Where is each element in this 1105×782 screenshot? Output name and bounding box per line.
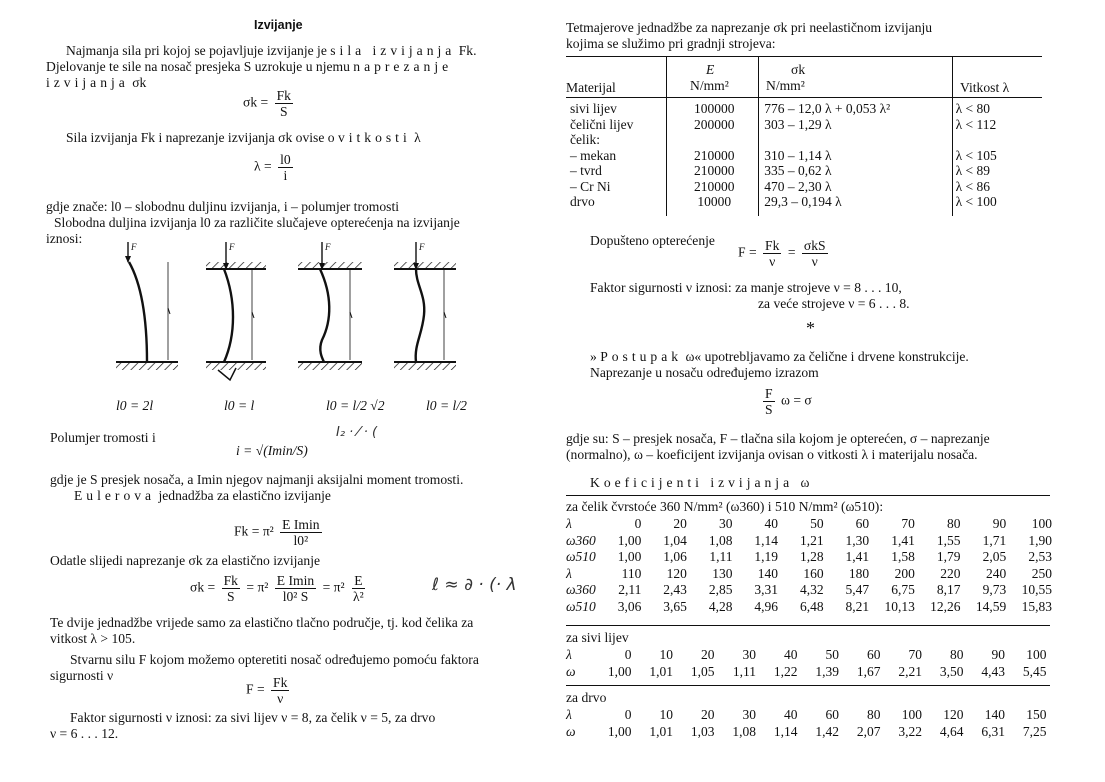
svg-text:F: F xyxy=(131,242,137,252)
svg-text:F: F xyxy=(229,242,235,252)
table-cell: 7,25 xyxy=(1022,723,1047,739)
table-cell: 12,26 xyxy=(930,598,961,614)
table-cell: 30 xyxy=(742,707,756,722)
table-cell: čelični lijev xyxy=(570,116,634,132)
table-cell: 1,05 xyxy=(690,663,715,679)
paragraph-line: Najmanja sila pri kojoj se pojavljuje izvijanje je sila izvijanja Fk. xyxy=(66,43,477,58)
table-cell: 1,41 xyxy=(891,532,915,548)
table-cell: 10,55 xyxy=(1021,582,1052,597)
handwritten-note: I₂ · ⁄ · ( xyxy=(336,425,378,440)
table-header-material: Materijal xyxy=(566,80,616,95)
table-cell: 4,96 xyxy=(754,598,779,614)
table-cell: 8,17 xyxy=(936,582,961,597)
table-row xyxy=(566,101,1042,117)
paragraph-line: Te dvije jednadžbe vrijede samo za elastično tlačno područje, tj. kod čelika za xyxy=(50,615,474,630)
table-cell: 1,28 xyxy=(799,549,824,564)
table-cell: 200 xyxy=(894,565,915,581)
paragraph-line: Sila izvijanja Fk i naprezanje izvijanja σk ovise o vitkosti λ xyxy=(66,130,421,145)
table-cell: 20 xyxy=(701,647,715,662)
table-cell: 6,75 xyxy=(891,582,915,597)
table-cell: 40 xyxy=(784,647,798,662)
table-cell: 1,08 xyxy=(732,723,756,739)
table-cell: 210000 xyxy=(693,163,735,178)
table-cell: 120 xyxy=(666,565,687,581)
table-cell: 1,14 xyxy=(773,723,798,739)
table-cell: 2,21 xyxy=(898,663,922,679)
table-cell: 210000 xyxy=(693,178,735,194)
table-cell: 1,42 xyxy=(815,723,839,739)
table-cell: drvo xyxy=(570,194,595,209)
paragraph-line: za veće strojeve ν = 6 . . . 8. xyxy=(758,296,910,311)
case-cantilever xyxy=(116,242,178,370)
table-cell: 3,22 xyxy=(898,723,922,739)
table-cell: – Cr Ni xyxy=(570,178,611,194)
table-cell: 1,79 xyxy=(936,549,961,564)
table-row xyxy=(566,163,1042,179)
table-cell: λ < 86 xyxy=(955,178,991,194)
table-cell: 1,55 xyxy=(936,532,961,548)
table-cell: 0 xyxy=(624,647,632,662)
paragraph-line: Eulerova jednadžba za elastično izvijanje xyxy=(74,488,331,503)
table-cell: 3,50 xyxy=(939,663,964,679)
table-cell: 120 xyxy=(943,707,964,722)
case-label-4: l0 = l/2 xyxy=(426,398,467,413)
wood-table-title: za drvo xyxy=(566,690,607,705)
paragraph-line: Polumjer tromosti i xyxy=(50,430,156,445)
table-header-e: E xyxy=(706,62,715,77)
table-cell: 1,06 xyxy=(663,549,687,564)
table-cell: 220 xyxy=(940,565,961,581)
material-table xyxy=(566,101,1042,210)
paragraph-line: Faktor sigurnosti ν iznosi: za sivi lijev ν = 8, za čelik ν = 5, za drvo xyxy=(70,710,436,725)
equation-omega: $\frac{F}{S}$ ω = σ xyxy=(765,386,812,417)
row-label: λ xyxy=(566,707,572,722)
row-label: ω510 xyxy=(566,598,596,614)
table-cell: 2,11 xyxy=(618,582,642,597)
table-cell: λ < 80 xyxy=(955,101,991,116)
table-cell: – tvrd xyxy=(570,163,602,178)
table-row xyxy=(566,117,1042,133)
paragraph-line: Odatle slijedi naprezanje σk za elastično izvijanje xyxy=(50,553,321,568)
table-cell: 1,03 xyxy=(690,723,715,739)
table-cell: 1,11 xyxy=(732,663,756,679)
paragraph-line: Faktor sigurnosti ν iznosi: za manje strojeve ν = 8 . . . 10, xyxy=(590,280,902,295)
equation-allowed-load: F = $\frac{Fk}{\nu}$ = $\frac{\text{σkS}}{\nu}$ xyxy=(738,238,826,269)
table-cell: 100 xyxy=(901,707,922,722)
case-fixed-pinned xyxy=(298,242,362,370)
table-row xyxy=(566,707,1047,724)
table-cell: 1,58 xyxy=(891,549,915,564)
equation-euler-stress: σk = $\frac{Fk}{S}$ = π² $\frac{\text{E Imin}}{\text{l0² S}}$ = π² $\frac{E}{\text{λ²}}$ xyxy=(190,573,364,604)
table-cell: 60 xyxy=(867,647,881,662)
table-cell: 1,08 xyxy=(708,532,733,548)
paragraph-line: Dopušteno opterećenje xyxy=(590,233,715,248)
table-cell: 5,45 xyxy=(1022,663,1047,679)
paragraph-line: Naprezanje u nosaču određujemo izrazom xyxy=(590,365,819,380)
table-cell: 210000 xyxy=(693,147,735,163)
table-cell: 130 xyxy=(712,565,733,581)
table-cell: 80 xyxy=(950,647,964,662)
row-label: ω xyxy=(566,663,576,679)
table-cell: 3,31 xyxy=(754,582,779,597)
table-cell: 1,11 xyxy=(709,549,733,564)
paragraph-line: gdje je S presjek nosača, a Imin njegov najmanji aksijalni moment tromosti. xyxy=(50,472,464,487)
paragraph-line: Stvarnu silu F kojom možemo opteretiti nosač određujemo pomoću faktora xyxy=(70,652,479,667)
table-row xyxy=(566,647,1047,664)
table-cell: 776 – 12,0 λ + 0,053 λ² xyxy=(764,101,891,116)
table-cell: 2,07 xyxy=(856,723,881,739)
table-cell: 6,48 xyxy=(799,598,824,614)
table-cell: 10,13 xyxy=(884,598,915,614)
section-title: Izvijanje xyxy=(254,18,303,32)
table-cell: 4,43 xyxy=(981,663,1005,679)
table-cell: 150 xyxy=(1026,707,1047,722)
table-cell: 1,00 xyxy=(617,532,642,548)
table-cell: 70 xyxy=(908,647,922,662)
table-row xyxy=(566,179,1042,195)
equation-stress: σk = $\frac{Fk}{S}$ xyxy=(243,88,291,119)
buckling-cases-diagram xyxy=(116,240,496,390)
table-cell: 140 xyxy=(984,707,1005,722)
case-fixed-fixed xyxy=(394,242,456,370)
table-cell: 1,04 xyxy=(663,532,687,548)
table-cell: 29,3 – 0,194 λ xyxy=(764,194,842,209)
paragraph-line: ν = 6 . . . 12. xyxy=(50,726,119,741)
paragraph-line: » Postupak ω« upotrebljavamo za čelične i drvene konstrukcije. xyxy=(590,349,969,364)
coefficients-title: Koeficijenti izvijanja ω xyxy=(590,475,814,490)
svg-text:F: F xyxy=(419,242,425,252)
table-cell: 80 xyxy=(867,707,881,722)
table-row xyxy=(566,194,1042,210)
table-cell: 200000 xyxy=(693,116,735,132)
table-row xyxy=(566,599,1052,616)
table-cell: 160 xyxy=(803,565,824,581)
table-cell: 1,90 xyxy=(1028,532,1052,548)
table-cell: 1,01 xyxy=(649,723,673,739)
table-cell: 4,28 xyxy=(708,598,733,614)
table-header-e-unit: N/mm² xyxy=(690,78,729,93)
table-cell: 0 xyxy=(624,707,632,722)
table-cell: 60 xyxy=(855,516,870,531)
table-cell: 1,41 xyxy=(845,549,870,564)
table-row xyxy=(566,566,1052,583)
table-cell: 90 xyxy=(991,647,1005,662)
table-cell: sivi lijev xyxy=(570,101,617,116)
paragraph-line: sigurnosti ν xyxy=(50,668,114,683)
table-cell: 20 xyxy=(673,516,687,531)
paragraph-line: Tetmajerove jednadžbe za naprezanje σk pri neelastičnom izvijanju xyxy=(566,20,933,35)
table-cell: 8,21 xyxy=(845,598,870,614)
table-cell: λ < 105 xyxy=(955,147,997,163)
table-cell: 2,43 xyxy=(663,582,687,597)
row-label: ω360 xyxy=(566,532,596,548)
table-cell: 470 – 2,30 λ xyxy=(764,178,832,194)
table-cell: 80 xyxy=(947,516,961,531)
paragraph-line: (normalno), ω – koeficijent izvijanja ovisan o vitkosti λ i materijalu nosača. xyxy=(566,447,978,462)
cast-iron-table-title: za sivi lijev xyxy=(566,630,629,645)
wood-coefficients-table xyxy=(566,707,1052,740)
table-cell: 100000 xyxy=(693,101,735,116)
equation-allowed-force: F = $\frac{Fk}{\nu}$ xyxy=(246,675,288,706)
svg-text:F: F xyxy=(325,242,331,252)
paragraph-line: gdje znače: l0 – slobodnu duljinu izvijanja, i – polumjer tromosti xyxy=(46,199,399,214)
table-cell: 1,30 xyxy=(845,532,870,548)
paragraph-line: Slobodna duljina izvijanja l0 za različite slučajeve opterećenja na izvijanje xyxy=(54,215,460,230)
steel-table-title: za čelik čvrstoće 360 N/mm² (ω360) i 510 N/mm² (ω510): xyxy=(566,499,884,514)
table-cell: 1,39 xyxy=(815,663,839,679)
handwritten-note: ℓ ≈ ∂ · (· λ xyxy=(432,575,517,595)
case-label-3: l0 = l/2 √2 xyxy=(326,398,385,413)
table-cell: čelik: xyxy=(570,132,600,147)
table-cell: 240 xyxy=(985,565,1007,581)
material-table-body xyxy=(566,101,1042,210)
table-cell: 5,47 xyxy=(845,582,870,597)
table-cell: 10 xyxy=(659,647,673,662)
table-cell: 1,00 xyxy=(617,549,642,564)
table-cell: 30 xyxy=(742,647,756,662)
table-cell: 4,64 xyxy=(939,723,964,739)
table-cell: 1,21 xyxy=(799,532,824,548)
table-row xyxy=(566,148,1042,164)
table-cell: 310 – 1,14 λ xyxy=(764,147,832,163)
table-cell: 1,67 xyxy=(856,663,881,679)
table-cell: 3,65 xyxy=(663,598,687,614)
table-cell: 40 xyxy=(764,516,779,531)
table-cell: 15,83 xyxy=(1021,598,1052,614)
table-cell: 100 xyxy=(1031,516,1052,531)
table-row xyxy=(566,132,1042,148)
row-label: ω xyxy=(566,723,576,739)
table-header-sigma-unit: N/mm² xyxy=(766,78,805,93)
table-row xyxy=(566,724,1047,741)
table-cell: 2,05 xyxy=(982,549,1007,564)
table-cell: 0 xyxy=(634,516,642,531)
table-row xyxy=(566,664,1047,681)
table-cell: 1,71 xyxy=(982,532,1007,548)
table-cell: 10000 xyxy=(697,194,732,209)
equation-radius-of-gyration: i = √(Imin/S) xyxy=(236,443,308,458)
table-cell: 1,19 xyxy=(754,549,779,564)
table-cell: 2,85 xyxy=(708,582,733,597)
row-label: λ xyxy=(566,565,572,581)
paragraph-line: izvijanja σk xyxy=(46,75,147,90)
paragraph-line: Djelovanje te sile na nosač presjeka S uzrokuje u njemu naprezanje xyxy=(46,59,453,74)
paragraph-line: iznosi: xyxy=(46,231,83,246)
table-cell: 10 xyxy=(659,707,673,722)
table-cell: 90 xyxy=(992,516,1007,531)
equation-euler-force: Fk = π² $\frac{\text{E Imin}}{\text{l0²}}$ xyxy=(234,517,320,548)
case-label-2: l0 = l xyxy=(224,398,255,413)
table-cell: 20 xyxy=(701,707,715,722)
table-cell: 1,14 xyxy=(754,532,779,548)
table-cell xyxy=(952,132,1042,148)
table-cell: 70 xyxy=(901,516,915,531)
cast-iron-coefficients-table xyxy=(566,647,1052,680)
section-separator: * xyxy=(806,318,815,338)
case-label-1: l0 = 2l xyxy=(116,398,154,413)
table-cell: – mekan xyxy=(570,147,617,163)
table-cell: 303 – 1,29 λ xyxy=(764,116,832,132)
table-cell: 100 xyxy=(1026,647,1047,662)
table-cell: 30 xyxy=(718,516,733,531)
row-label: ω510 xyxy=(566,549,596,564)
paragraph-line: vitkost λ > 105. xyxy=(50,631,136,646)
table-row xyxy=(566,549,1052,566)
table-cell: 14,59 xyxy=(975,598,1007,614)
table-row xyxy=(566,516,1052,533)
table-cell: 4,32 xyxy=(799,582,824,597)
table-cell: 3,06 xyxy=(617,598,642,614)
table-cell: λ < 100 xyxy=(955,194,997,209)
table-cell: 9,73 xyxy=(982,582,1007,597)
table-cell: 1,22 xyxy=(773,663,798,679)
row-label: ω360 xyxy=(566,582,596,597)
table-cell: 1,01 xyxy=(649,663,673,679)
table-cell: 1,00 xyxy=(607,663,632,679)
table-row xyxy=(566,533,1052,550)
table-cell: 1,00 xyxy=(607,723,632,739)
equation-slenderness: λ = $\frac{l0}{i}$ xyxy=(254,152,291,183)
row-label: λ xyxy=(566,516,572,531)
table-row xyxy=(566,582,1052,599)
table-cell: λ < 89 xyxy=(955,163,991,178)
table-cell xyxy=(760,132,951,148)
table-cell: 110 xyxy=(621,565,642,581)
table-cell: 180 xyxy=(848,565,870,581)
table-cell: 335 – 0,62 λ xyxy=(764,163,832,178)
table-cell: 6,31 xyxy=(981,723,1005,739)
table-header-slenderness: Vitkost λ xyxy=(960,80,1010,95)
case-pinned-pinned xyxy=(206,242,266,380)
steel-coefficients-table xyxy=(566,516,1052,615)
table-cell xyxy=(668,132,760,148)
row-label: λ xyxy=(566,647,572,662)
table-cell: 140 xyxy=(757,565,779,581)
table-cell: λ < 112 xyxy=(955,116,997,132)
table-cell: 60 xyxy=(825,707,839,722)
table-header-sigma: σk xyxy=(791,62,806,77)
table-cell: 50 xyxy=(825,647,839,662)
paragraph-line: kojima se služimo pri gradnji strojeva: xyxy=(566,36,776,51)
table-cell: 250 xyxy=(1031,565,1052,581)
table-cell: 50 xyxy=(810,516,824,531)
table-cell: 2,53 xyxy=(1028,549,1052,564)
paragraph-line: gdje su: S – presjek nosača, F – tlačna sila kojom je opterećen, σ – naprezanje xyxy=(566,431,990,446)
table-cell: 40 xyxy=(784,707,798,722)
